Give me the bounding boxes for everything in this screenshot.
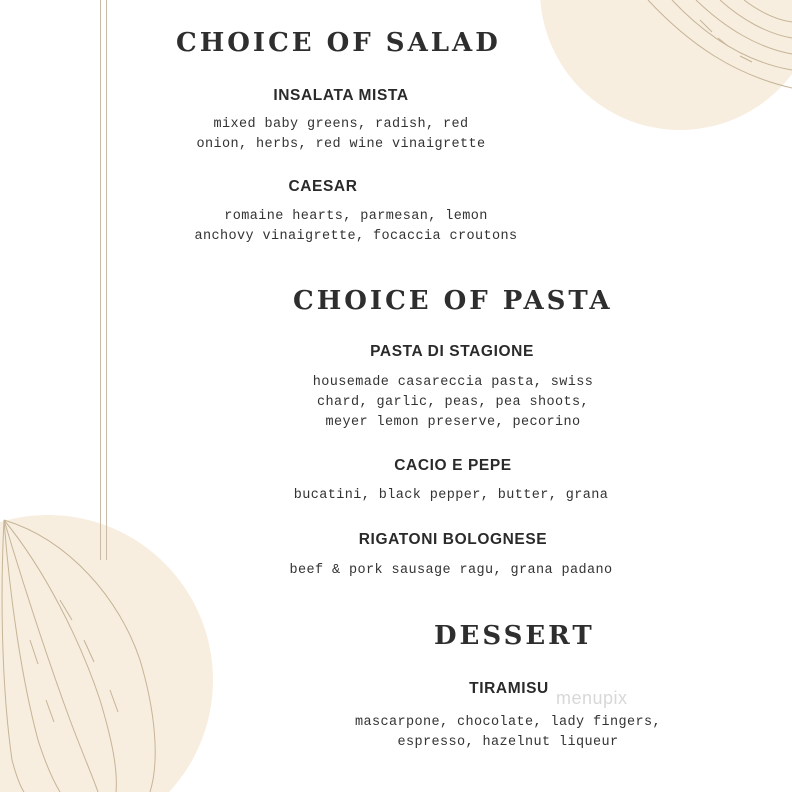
vertical-rule-right (106, 0, 107, 560)
menu-item-name: INSALATA MISTA (273, 87, 409, 104)
pasta-section-title: CHOICE OF PASTA (293, 286, 613, 316)
menu-item-description: mascarpone, chocolate, lady fingers, espresso, hazelnut liqueur (354, 715, 662, 750)
menu-item-description: bucatini, black pepper, butter, grana (293, 488, 609, 503)
menu-item-description: housemade casareccia pasta, swiss chard, garlic, peas, pea shoots, meyer lemon preserve, pecorino (312, 375, 594, 430)
menu-item-name: CAESAR (288, 178, 358, 195)
menu-item-name: CACIO E PEPE (394, 457, 512, 474)
menu-item-name: RIGATONI BOLOGNESE (358, 531, 548, 548)
watermark: menupix (556, 688, 628, 708)
menu-item-description: romaine hearts, parmesan, lemon anchovy vinaigrette, focaccia croutons (194, 209, 518, 244)
vertical-rule-left (100, 0, 101, 560)
menu-item-name: TIRAMISU (469, 680, 549, 697)
menu-item-description: beef & pork sausage ragu, grana padano (289, 563, 613, 578)
menu-item-name: PASTA DI STAGIONE (370, 343, 534, 360)
salad-section-title: CHOICE OF SALAD (176, 28, 501, 58)
dessert-section-title: DESSERT (434, 621, 595, 651)
leaf-circle-icon (540, 0, 792, 130)
menu-item-description: mixed baby greens, radish, red onion, herbs, red wine vinaigrette (196, 117, 486, 152)
